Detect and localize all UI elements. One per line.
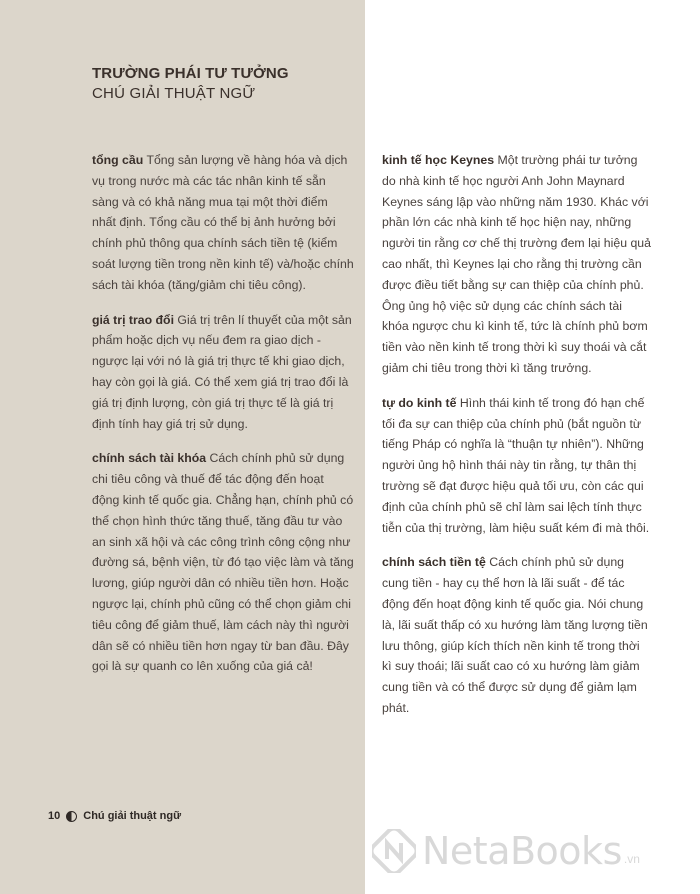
glossary-term: kinh tế học Keynes [382,153,495,167]
right-column [382,150,652,733]
glossary-entry [382,393,652,539]
glossary-term: chính sách tiền tệ [382,555,486,570]
glossary-term: giá trị trao đổi [92,312,174,327]
glossary-definition: Tổng sản lượng về hàng hóa và dịch vụ trong nước mà các tác nhân kinh tế sẵn sàng và có khả năng mua tại một thời điểm nhất định. Tổng cầu có thể bị ảnh hưởng bởi chính phủ thông qua chính sách tiền tệ (kiểm soát lượng tiền trong nền kinh tế) và/hoặc chính sách tài khóa (tăng/giảm chi tiêu công). [92,153,354,292]
glossary-definition: Cách chính phủ sử dụng chi tiêu công và thuế để tác động đến hoạt động kinh tế quốc gia. Chẳng hạn, chính phủ có thể chọn hình thức tăng thuế, tăng đầu tư vào an sinh xã hội và các công trình công cộng như đường sá, bệnh viện, từ đó tạo việc làm và tăng lương, giúp người dân có nhiều tiền hơn. Hoặc ngược lại, chính phủ cũng có thể chọn giảm chi tiêu công để giảm thuế, làm cách này thì người dân sẽ có nhiều tiền hơn ngay từ ban đầu. Đây gọi là sự quanh co lên xuống của giá cả! [92,451,354,674]
glossary-definition: Hình thái kinh tế trong đó hạn chế tối đa sự can thiệp của chính phủ (bắt nguồn từ tiếng Pháp có nghĩa là “thuận tự nhiên”). Những người ủng hộ hình thái này tin rằng, tự thân thị trường sẽ đạt được hiệu quả tối ưu, còn các qui định của chính phủ sẽ chỉ làm sai lệch tính thực tiễn của thị trường, làm hiệu suất kém đi mà thôi. [382,395,650,535]
glossary-entry [92,150,354,296]
watermark-suffix: .vn [623,852,640,866]
glossary-term: chính sách tài khóa [92,451,207,466]
glossary-definition: Giá trị trên lí thuyết của một sản phẩm hoặc dịch vụ nếu đem ra giao dịch - ngược lại với nó là giá trị thực tế khi giao dịch, hay còn gọi là giá. Có thể xem giá trị trao đổi là giá trị định lượng, còn giá trị thực tế là giá trị định tính hay giá trị sử dụng. [92,312,352,431]
footer-section-label: Chú giải thuật ngữ [83,810,182,822]
glossary-term: tổng cầu [92,153,144,167]
glossary-definition: Một trường phái tư tưởng do nhà kinh tế học người Anh John Maynard Keynes sáng lập vào những năm 1930. Khác với phần lớn các nhà kinh tế học hiện nay, những người tin rằng cơ chế thị trường đem lại hiệu quả cao nhất, thì Keynes lại cho rằng thị trường cần được điều tiết bằng sự can thiệp của chính phủ. Ông ủng hộ việc sử dụng các chính sách tài khóa ngược chu kì kinh tế, tức là chính phủ bơm tiền vào nền kinh tế trong thời kì suy thoái và cắt giảm chi tiêu trong thời kì tăng trưởng. [382,153,651,375]
glossary-definition: Cách chính phủ sử dụng cung tiền - hay cụ thể hơn là lãi suất - để tác động đến hoạt động kinh tế quốc gia. Nói chung là, lãi suất thấp có xu hướng làm tăng lượng tiền lưu thông, giúp kích thích nền kinh tế trong thời kì suy thoái; lãi suất cao có xu hướng làm giảm cung tiền và có thể được sử dụng để giảm lạm phát. [382,555,648,715]
page-footer [48,810,181,822]
page-number: 10 [48,810,61,822]
half-circle-icon [66,811,77,822]
page-header [92,64,289,104]
left-column [92,150,354,691]
page-subtitle: CHÚ GIẢI THUẬT NGỮ [92,85,256,102]
page-title: TRƯỜNG PHÁI TƯ TƯỞNG [92,65,289,82]
glossary-entry [92,310,354,435]
glossary-term: tự do kinh tế [382,395,457,410]
glossary-entry [382,150,652,379]
watermark-text: NetaBooks [422,829,622,873]
glossary-entry [92,448,354,677]
glossary-entry [382,552,652,718]
watermark [372,826,640,876]
netabooks-logo-icon [372,829,416,873]
